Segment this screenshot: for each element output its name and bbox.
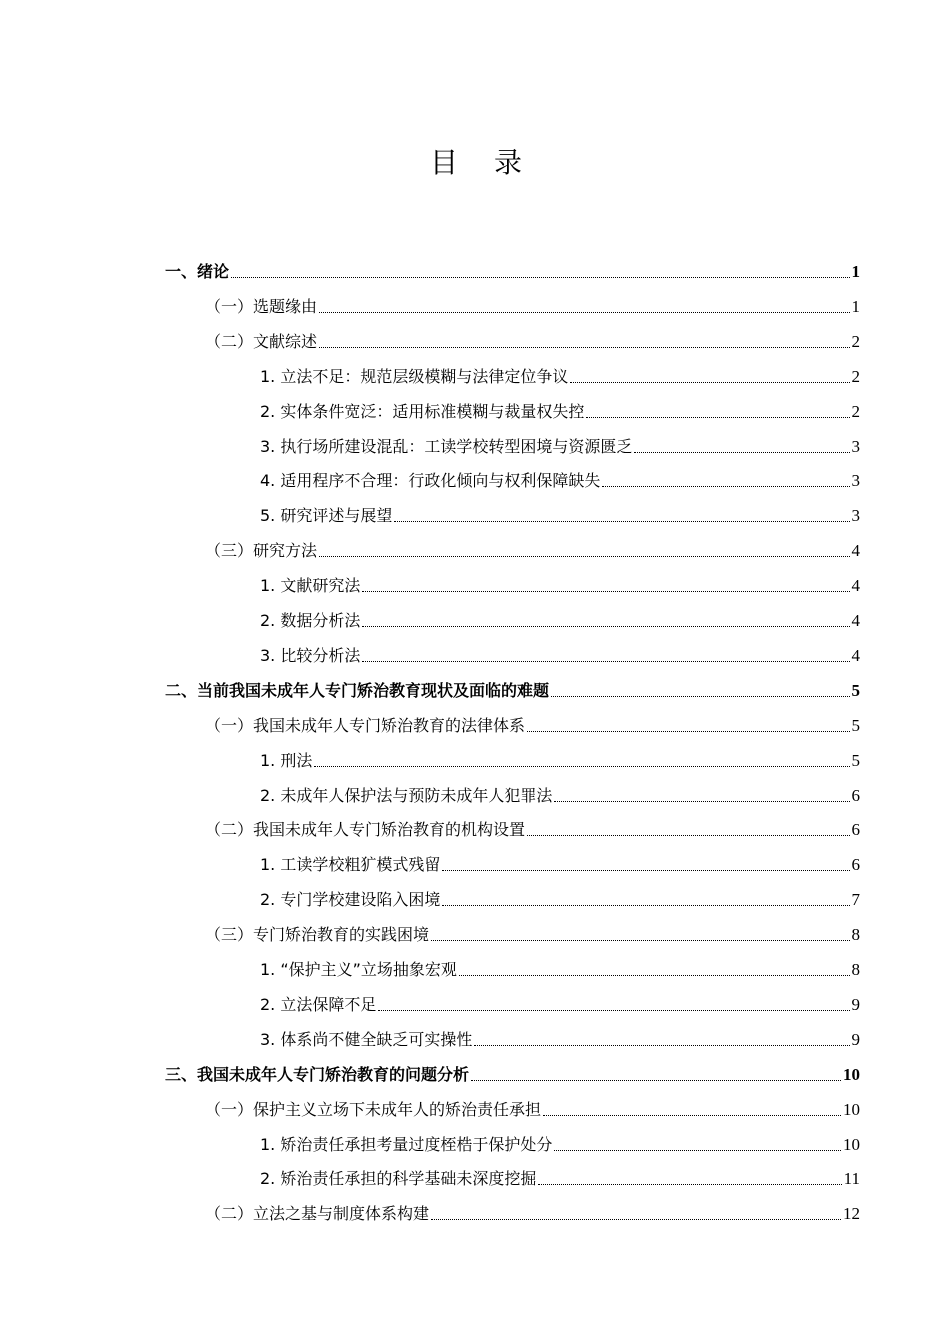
toc-entry-label: 2. 数据分析法 [260,611,361,630]
toc-entry-label: （二）我国未成年人专门矫治教育的机构设置 [205,820,526,840]
toc-entry-page-number: 3 [851,436,860,456]
toc-entry-label: （一）保护主义立场下未成年人的矫治责任承担 [205,1099,542,1119]
toc-leader-dots [543,1115,841,1116]
toc-leader-dots [551,696,849,697]
toc-leader-dots [527,835,849,836]
toc-entry-label: 2. 实体条件宽泛：适用标准模糊与裁量权失控 [260,401,585,421]
toc-entry[interactable] [260,1129,860,1155]
toc-entry[interactable] [260,745,860,771]
toc-entry-label: 2. 专门学校建设陷入困境 [260,890,441,910]
toc-entry[interactable] [205,535,860,561]
toc-leader-dots [319,556,849,557]
toc-leader-dots [442,905,849,906]
toc-entry[interactable] [260,396,860,422]
toc-entry-label: 1. 文献研究法 [260,576,361,596]
toc-entry-page-number: 2 [851,366,860,386]
toc-entry[interactable] [165,256,860,282]
toc-entry[interactable] [260,431,860,457]
toc-entry[interactable] [260,605,860,631]
toc-entry-label: 3. 比较分析法 [260,645,361,665]
toc-leader-dots [570,382,849,383]
toc-entry-label: 三、我国未成年人专门矫治教育的问题分析 [165,1064,470,1084]
toc-leader-dots [602,486,849,487]
toc-entry-label: 1. 刑法 [260,750,313,770]
toc-entry-label: （一）我国未成年人专门矫治教育的法律体系 [205,715,526,735]
toc-entry-label: 2. 未成年人保护法与预防未成年人犯罪法 [260,785,553,805]
toc-leader-dots [319,347,849,348]
toc-entry[interactable] [260,361,860,387]
toc-entry[interactable] [205,814,860,840]
toc-entry-page-number: 1 [851,262,860,281]
toc-entry-page-number: 4 [851,611,860,630]
toc-entry[interactable] [205,326,860,352]
toc-entry-page-number: 4 [851,576,860,596]
toc-entry[interactable] [205,291,860,317]
toc-entry-page-number: 3 [851,471,860,491]
toc-entry-label: 一、绪论 [165,262,230,281]
toc-entry-label: 2. 立法保障不足 [260,994,377,1014]
toc-leader-dots [554,1150,841,1151]
toc-entry-page-number: 6 [851,820,860,840]
toc-entry-page-number: 2 [851,331,860,351]
toc-entry-page-number: 12 [843,1204,860,1224]
toc-entry-label: 二、当前我国未成年人专门矫治教育现状及面临的难题 [165,680,550,700]
toc-entry[interactable] [260,500,860,526]
toc-leader-dots [586,417,849,418]
toc-entry-page-number: 4 [851,645,860,665]
toc-leader-dots [442,870,849,871]
toc-leader-dots [471,1080,841,1081]
toc-entry[interactable] [205,1094,860,1120]
toc-entry-page-number: 9 [851,1029,860,1049]
toc-leader-dots [431,1219,841,1220]
toc-entry-label: 2. 矫治责任承担的科学基础未深度挖掘 [260,1169,537,1189]
toc-entry-page-number: 5 [851,750,860,770]
toc-entry[interactable] [260,849,860,875]
toc-entry-page-number: 7 [851,890,860,910]
toc-entry-page-number: 11 [843,1169,860,1189]
toc-entry-page-number: 8 [851,960,860,979]
toc-entry[interactable] [260,780,860,806]
toc-entry-page-number: 1 [851,296,860,316]
toc-entry-page-number: 10 [843,1064,860,1084]
toc-entry-label: （三）研究方法 [205,541,318,561]
toc-entry-page-number: 6 [851,855,860,875]
toc-entry-page-number: 4 [851,541,860,561]
toc-leader-dots [378,1010,849,1011]
toc-leader-dots [231,277,849,278]
toc-entry[interactable] [260,465,860,491]
toc-leader-dots [362,591,849,592]
toc-entry[interactable] [165,675,860,701]
toc-leader-dots [474,1045,849,1046]
toc-entry-label: （一）选题缘由 [205,296,318,316]
toc-leader-dots [459,975,850,976]
toc-entry-label: 1. 立法不足：规范层级模糊与法律定位争议 [260,366,569,386]
toc-entry-page-number: 10 [843,1134,860,1154]
page-title: 目录 [429,145,558,179]
toc-entry[interactable] [260,1024,860,1050]
toc-entry-label: 3. 体系尚不健全缺乏可实操性 [260,1029,473,1049]
toc-leader-dots [554,801,849,802]
toc-entry[interactable] [260,954,860,980]
toc-leader-dots [362,661,849,662]
toc-entry[interactable] [260,570,860,596]
toc-entry-page-number: 6 [851,785,860,805]
toc-entry[interactable] [165,1059,860,1085]
toc-entry-page-number: 9 [851,994,860,1014]
toc-entry-label: 3. 执行场所建设混乱：工读学校转型困境与资源匮乏 [260,436,633,456]
toc-leader-dots [538,1184,841,1185]
toc-entry-page-number: 2 [851,401,860,421]
toc-entry-page-number: 10 [843,1099,860,1119]
toc-leader-dots [634,452,849,453]
toc-entry-label: （二）文献综述 [205,331,318,351]
toc-entry-page-number: 3 [851,506,860,526]
toc-entry-page-number: 5 [851,680,860,700]
toc-entry-label: （二）立法之基与制度体系构建 [205,1204,430,1224]
toc-entry[interactable] [260,884,860,910]
toc-leader-dots [431,940,849,941]
toc-entry-page-number: 5 [851,715,860,735]
toc-entry[interactable] [260,989,860,1015]
toc-leader-dots [394,521,849,522]
toc-leader-dots [527,731,849,732]
toc-entry-label: 1. 矫治责任承担考量过度桎梏于保护处分 [260,1134,553,1154]
toc-entry[interactable] [260,640,860,666]
toc-entry[interactable] [205,919,860,945]
toc-entry-page-number: 8 [851,925,860,945]
toc-entry-label: 4. 适用程序不合理：行政化倾向与权利保障缺失 [260,471,601,491]
toc-entry-label: （三）专门矫治教育的实践困境 [205,925,430,945]
toc-leader-dots [314,766,849,767]
toc-entry[interactable] [260,1163,860,1189]
toc-entry[interactable] [205,710,860,736]
toc-entry-label: 5. 研究评述与展望 [260,506,393,526]
toc-leader-dots [319,312,849,313]
toc-entry-label: 1. “保护主义”立场抽象宏观 [260,960,457,979]
toc-entry[interactable] [205,1198,860,1224]
toc-entry-label: 1. 工读学校粗犷模式残留 [260,855,441,875]
toc-leader-dots [362,626,849,627]
